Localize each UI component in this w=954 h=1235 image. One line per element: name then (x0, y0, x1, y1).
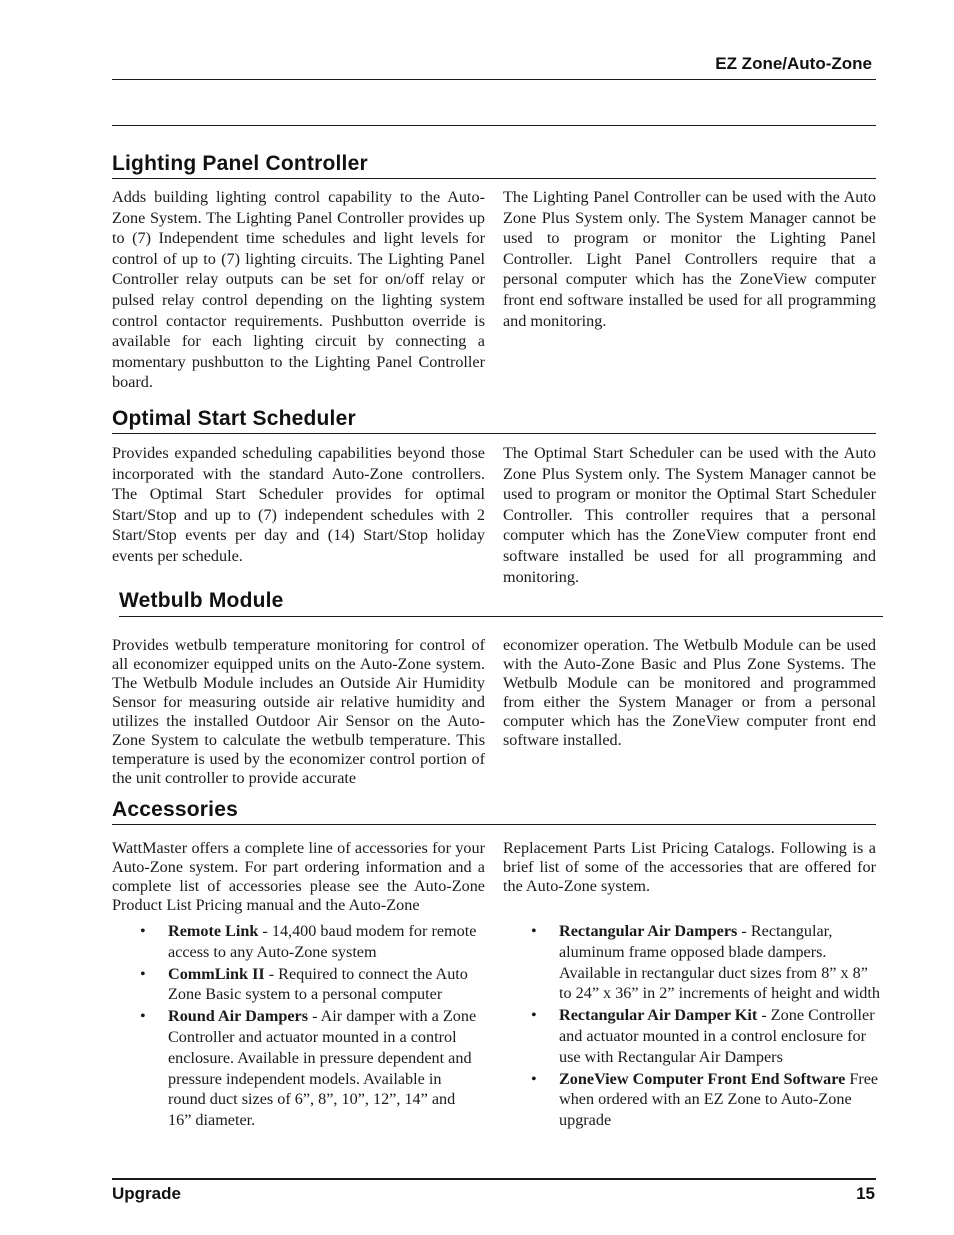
list-item (140, 1006, 482, 1131)
item-name: Round Air Dampers (168, 1007, 309, 1026)
item-desc: - Required to connect the Auto Zone Basic system to a personal computer (168, 964, 468, 1004)
item-name: Rectangular Air Damper Kit (559, 1006, 758, 1025)
section-heading-accessories: Accessories (112, 798, 238, 821)
item-desc: - Zone Controller and actuator mounted in a control enclosure for use with Rectangular Air Dampers (559, 1006, 875, 1066)
footer-rule (112, 1178, 876, 1180)
section-rule-accessories (112, 824, 876, 825)
item-desc: - Rectangular, aluminum frame opposed blade dampers. Available in rectangular duct sizes from 8” x 8” to 24” x 36” in 2” increments of height and width (559, 922, 880, 1003)
bullet-icon: • (531, 1069, 537, 1088)
accessories-left-list (140, 921, 482, 1132)
bullet-icon: • (140, 964, 146, 983)
accessories-right-list (531, 921, 881, 1132)
bullet-icon: • (140, 1007, 146, 1026)
wetbulb-left-text: Provides wetbulb temperature monitoring for control of all economizer equipped units on the Auto-Zone system. The Wetbulb Module includes an Outside Air Humidity Sensor for measuring outside air relative humidity and utilizes the installed Outdoor Air Sensor on the Auto-Zone System to calculate the wetbulb temperature. This temperature is used by the economizer control portion of the unit controller to provide accurate (112, 636, 485, 787)
bullet-icon: • (140, 922, 146, 940)
list-item (140, 921, 482, 963)
section-heading-wetbulb: Wetbulb Module (119, 589, 284, 612)
list-item (531, 1069, 881, 1131)
running-header: EZ Zone/Auto-Zone (715, 54, 872, 73)
list-item (531, 921, 881, 1004)
bullet-icon: • (531, 922, 537, 940)
item-name: ZoneView Computer Front End Software (559, 1069, 846, 1088)
optimal-right-text: The Optimal Start Scheduler can be used with the Auto Zone Plus System only. The System Manager cannot be used to program or monitor the Optimal Start Scheduler Controller. This controller requires that a personal computer which has the ZoneView computer front end software installed be used for all programming and monitoring. (503, 444, 876, 586)
lighting-left-text: Adds building lighting control capability to the Auto-Zone System. The Lighting Panel Controller provides up to (7) Independent time schedules and light levels for control of up to (7) lighting circuits. The Lighting Panel Controller relay outputs can be set for on/off relay or pulsed relay control depending on the lighting system control contactor requirements. Pushbutton override is available for each lighting circuit by connecting a momentary pushbutton to the Lighting Panel Controller board. (112, 188, 485, 392)
section-heading-lighting: Lighting Panel Controller (112, 152, 368, 175)
section-rule-lighting (112, 178, 876, 179)
list-item (531, 1005, 881, 1067)
item-name: Rectangular Air Dampers (559, 922, 738, 940)
item-name: Remote Link (168, 922, 259, 940)
section-rule-optimal (112, 433, 876, 434)
section-heading-optimal: Optimal Start Scheduler (112, 407, 356, 430)
top-rule (112, 125, 876, 126)
header-rule (112, 79, 876, 80)
footer-label: Upgrade (112, 1184, 181, 1203)
wetbulb-right-text: economizer operation. The Wetbulb Module can be used with the Auto-Zone Basic and Plus Zone Systems. The Wetbulb Module can be monitored and programmed from either the System Manager or from a personal computer which has the ZoneView computer front end software installed. (503, 636, 876, 749)
accessories-left-text: WattMaster offers a complete line of accessories for your Auto-Zone system. For part ordering information and a complete list of accessories please see the Auto-Zone Product List Pricing manual and the Auto-Zone (112, 839, 485, 914)
lighting-right-text: The Lighting Panel Controller can be used with the Auto Zone Plus System only. The System Manager cannot be used to program or monitor the Lighting Panel Controller. Light Panel Controllers require that a personal computer which has the ZoneView computer front end software installed be used for all programming and monitoring. (503, 188, 876, 330)
item-name: CommLink II (168, 964, 265, 983)
list-item (140, 964, 482, 1006)
page-number: 15 (856, 1184, 875, 1203)
item-desc: Free when ordered with an EZ Zone to Auto-Zone upgrade (559, 1069, 879, 1130)
optimal-left-text: Provides expanded scheduling capabilities beyond those incorporated with the standard Auto-Zone controllers. The Optimal Start Scheduler provides for optimal Start/Stop and up to (7) independent schedules with 2 Start/Stop events per day and (14) Start/Stop holiday events per schedule. (112, 444, 485, 565)
item-desc: - 14,400 baud modem for remote access to any Auto-Zone system (168, 922, 477, 961)
bullet-icon: • (531, 1006, 537, 1025)
accessories-right-text: Replacement Parts List Pricing Catalogs. Following is a brief list of some of the accessories that are offered for the Auto-Zone system. (503, 839, 876, 895)
item-desc: - Air damper with a Zone Controller and actuator mounted in a control enclosure. Available in pressure dependent and pressure independent models. Available in round duct sizes of 6”, 8”, 10”, 12”, 14” and 16” diameter. (168, 1007, 477, 1130)
section-rule-wetbulb (119, 616, 883, 617)
